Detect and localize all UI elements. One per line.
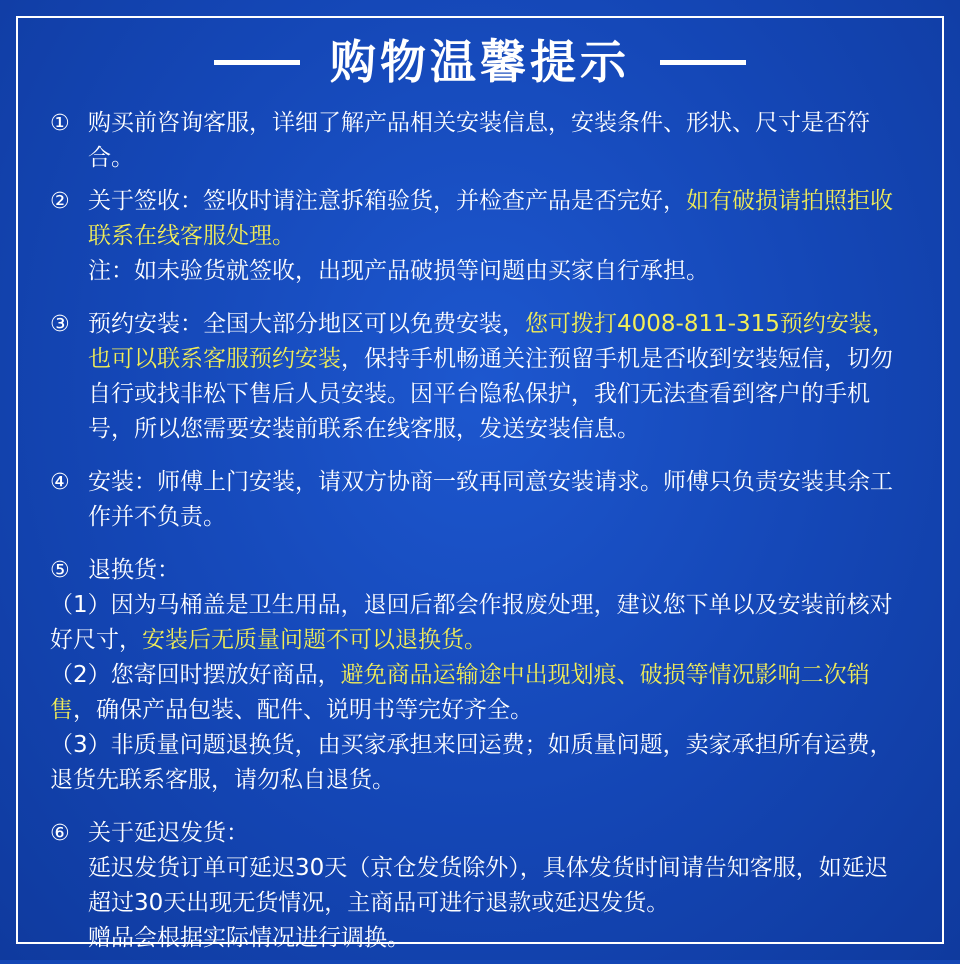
tip-highlight: 安装后无质量问题不可以退换货。 xyxy=(142,627,487,653)
tip-sub-2 xyxy=(50,658,910,728)
page-title: 购物温馨提示 xyxy=(330,35,630,89)
title-left-line xyxy=(214,60,300,65)
tip-number: ⑤ xyxy=(50,558,70,583)
tip-text: ，确保产品包装、配件、说明书等完好齐全。 xyxy=(73,697,533,723)
tip-number: ① xyxy=(50,111,70,136)
tip-item-2 xyxy=(50,184,910,289)
title-row xyxy=(0,30,960,94)
tip-highlight: 您可拨打4008-811-315预约安装，也可以联系客服预约安装 xyxy=(88,311,895,372)
tip-body xyxy=(88,307,910,447)
tips-content xyxy=(50,106,910,964)
tip-highlight: 如有破损请拍照拒收联系在线客服处理。 xyxy=(88,188,893,249)
tip-highlight: 避免商品运输途中出现划痕、破损等情况影响二次销售 xyxy=(50,662,870,723)
tip-number: ③ xyxy=(50,312,70,337)
tip-item-6 xyxy=(50,816,910,956)
tip-text: （2）您寄回时摆放好商品， xyxy=(50,662,341,688)
tip-item-4 xyxy=(50,465,910,535)
tip-text: 延迟发货订单可延迟30天（京仓发货除外），具体发货时间请告知客服，如延迟超过30天出现无货情况，主商品可进行退款或延迟发货。 xyxy=(88,855,888,916)
tip-number: ④ xyxy=(50,470,70,495)
tip-body xyxy=(88,465,910,535)
tip-text: 安装：师傅上门安装，请双方协商一致再同意安装请求。师傅只负责安装其余工作并不负责。 xyxy=(88,469,893,530)
tip-text: 购买前咨询客服，详细了解产品相关安装信息，安装条件、形状、尺寸是否符合。 xyxy=(88,110,870,171)
tip-number: ② xyxy=(50,189,70,214)
tip-text: （1）因为马桶盖是卫生用品，退回后都会作报废处理，建议您下单以及安装前核对好尺寸， xyxy=(50,592,893,653)
tip-body xyxy=(88,816,910,956)
tip-item-3 xyxy=(50,307,910,447)
tip-text: ，保持手机畅通关注预留手机是否收到安装短信，切勿自行或找非松下售后人员安装。因平台隐私保护，我们无法查看到客户的手机号，所以您需要安装前联系在线客服，发送安装信息。 xyxy=(88,346,893,442)
tip-text: 关于签收：签收时请注意拆箱验货，并检查产品是否完好， xyxy=(88,188,686,214)
tip-number: ⑥ xyxy=(50,821,70,846)
tip-item-1 xyxy=(50,106,910,176)
tip-text: 赠品会根据实际情况进行调换。 xyxy=(88,925,410,951)
tip-sub-1 xyxy=(50,588,910,658)
tip-heading: 关于延迟发货： xyxy=(88,820,249,846)
tip-body xyxy=(50,553,910,798)
tip-body xyxy=(88,106,910,176)
tip-sub-3: （3）非质量问题退换货，由买家承担来回运费；如质量问题，卖家承担所有运费，退货先联系客服，请勿私自退货。 xyxy=(50,732,893,793)
tip-text: 预约安装：全国大部分地区可以免费安装， xyxy=(88,311,525,337)
tip-body xyxy=(88,184,910,289)
tip-item-5 xyxy=(50,553,910,798)
tip-note: 注：如未验货就签收，出现产品破损等问题由买家自行承担。 xyxy=(88,258,709,284)
title-right-line xyxy=(660,60,746,65)
tip-heading: 退换货： xyxy=(88,557,180,583)
